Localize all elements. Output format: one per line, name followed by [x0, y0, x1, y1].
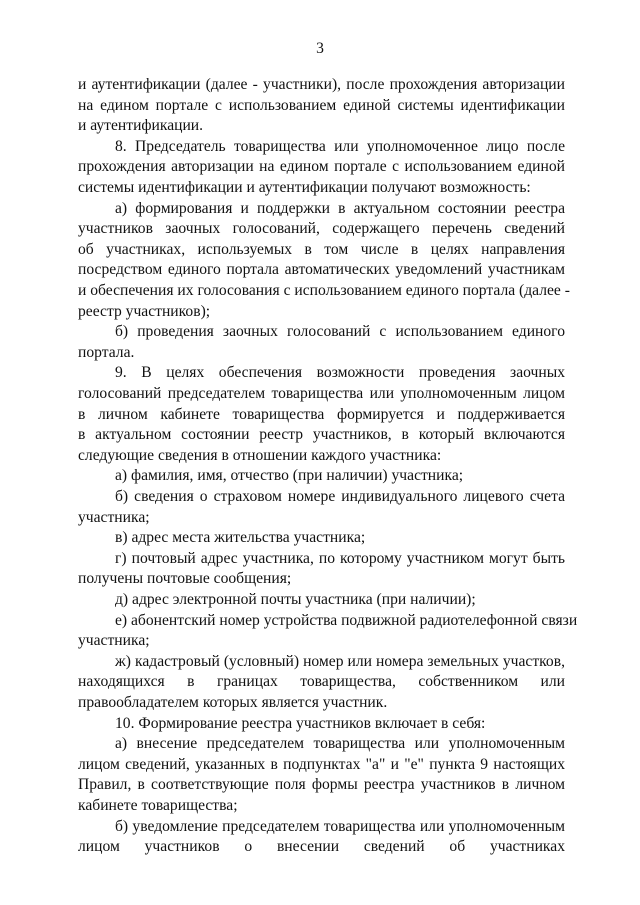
text-line: ж) кадастровый (условный) номер или номера земельных участков,	[115, 652, 565, 670]
text-line: лицом сведений, указанных в подпунктах "а" и "е" пункта 9 настоящих	[78, 755, 565, 773]
text-line: д) адрес электронной почты участника (при наличии);	[115, 591, 476, 608]
text-line: об участниках, используемых в том числе в целях направления	[78, 240, 565, 258]
text-line: участника;	[78, 632, 150, 650]
text-line: а) внесение председателем товарищества или уполномоченным	[115, 735, 565, 753]
text-line: портала.	[78, 343, 135, 361]
text-line: реестр участников);	[78, 302, 211, 320]
text-line: на едином портале с использованием единой системы идентификации	[78, 96, 565, 114]
text-line: и аутентификации (далее - участники), после прохождения авторизации	[78, 76, 565, 93]
text-line: б) проведения заочных голосований с использованием единого	[115, 323, 565, 341]
text-line: находящихся в границах товарищества, собственником или	[78, 673, 565, 691]
text-line: участников заочных голосований, содержащего перечень сведений	[78, 220, 565, 238]
text-line: кабинете товарищества;	[78, 797, 238, 814]
text-line: 10. Формирование реестра участников включает в себя:	[115, 714, 486, 732]
text-line: следующие сведения в отношении каждого участника:	[78, 446, 442, 464]
page-number: 3	[316, 40, 324, 57]
text-line: 8. Председатель товарищества или уполномоченное лицо после	[115, 137, 565, 155]
text-line: в актуальном состоянии реестр участников, в который включаются	[78, 426, 565, 444]
text-line: б) сведения о страховом номере индивидуального лицевого счета	[115, 488, 565, 505]
text-line: и обеспечения их голосования с использованием единого портала (далее -	[78, 282, 570, 299]
text-line: а) формирования и поддержки в актуальном состоянии реестра	[115, 199, 565, 217]
text-line: в) адрес места жительства участника;	[115, 529, 366, 547]
text-line: а) фамилия, имя, отчество (при наличии) участника;	[115, 467, 464, 485]
text-line: лицом участников о внесении сведений об участниках	[78, 838, 565, 856]
text-line: получены почтовые сообщения;	[78, 570, 292, 588]
text-line: и аутентификации.	[78, 117, 204, 135]
text-line: в личном кабинете товарищества формируется и поддерживается	[78, 405, 565, 423]
text-line: голосований председателем товарищества или уполномоченным лицом	[78, 385, 565, 402]
text-line: е) абонентский номер устройства подвижной радиотелефонной связи	[115, 611, 578, 629]
text-line: посредством единого портала автоматических уведомлений участникам	[78, 261, 565, 279]
text-line: прохождения авторизации на едином портале с использованием единой	[78, 158, 565, 176]
text-line: б) уведомление председателем товарищества или уполномоченным	[115, 817, 565, 835]
text-line: г) почтовый адрес участника, по которому участником могут быть	[115, 549, 565, 567]
text-line: правообладателем которых является участник.	[78, 694, 388, 711]
text-line: 9. В целях обеспечения возможности проведения заочных	[115, 364, 565, 382]
text-line: участника;	[78, 508, 150, 526]
text-line: Правил, в соответствующие поля формы реестра участников в личном	[78, 776, 565, 794]
text-line: системы идентификации и аутентификации получают возможность:	[78, 179, 531, 196]
